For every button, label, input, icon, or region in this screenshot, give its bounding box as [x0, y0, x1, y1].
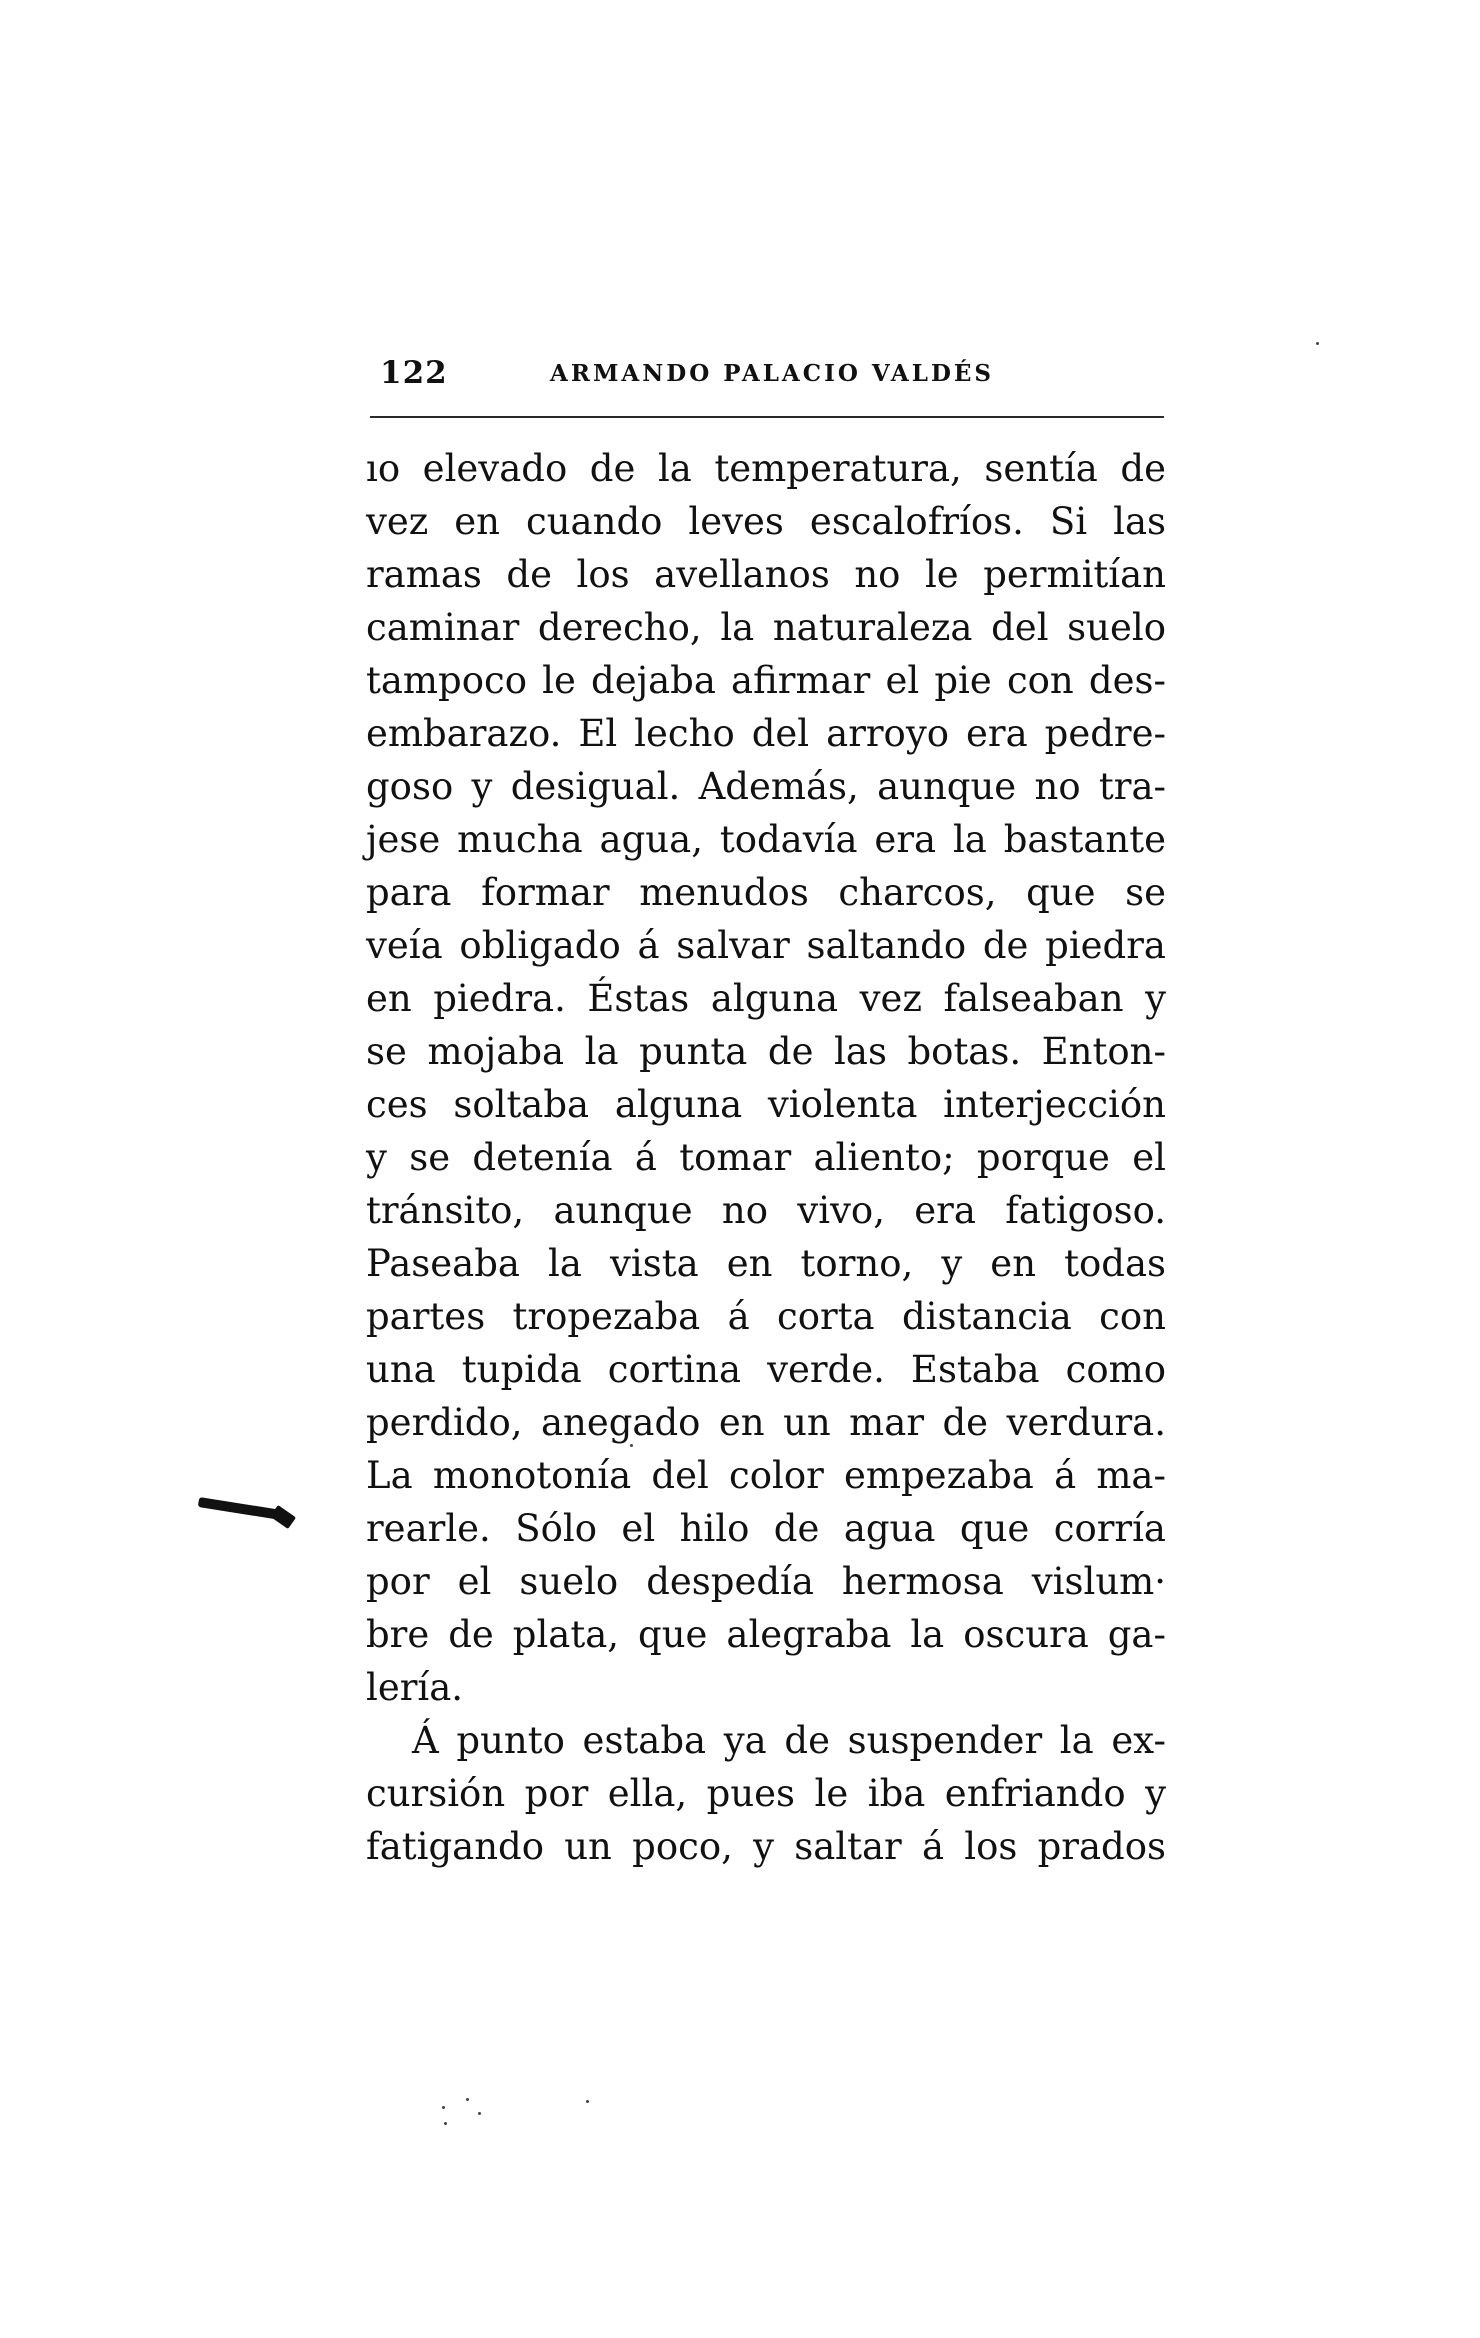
text-line: una tupida cortina verde. Estaba como — [366, 1348, 1166, 1391]
text-line: caminar derecho, la naturaleza del suelo — [366, 606, 1166, 649]
text-line: fatigando un poco, y saltar á los prados — [366, 1825, 1166, 1868]
scan-speck — [466, 2098, 469, 2101]
text-line: jese mucha agua, todavía era la bastante — [366, 818, 1166, 861]
text-line: ramas de los avellanos no le permitían — [366, 553, 1166, 596]
text-line: vez en cuando leves escalofríos. Si las — [366, 500, 1166, 543]
text-line: cursión por ella, pues le iba enfriando y — [366, 1772, 1166, 1815]
running-head-author: ARMANDO PALACIO VALDÉS — [550, 360, 995, 387]
body-text — [366, 442, 1166, 1873]
page-number: 122 — [380, 355, 448, 391]
running-head — [380, 355, 1160, 401]
scan-speck — [478, 2112, 481, 2115]
scan-speck — [630, 1444, 633, 1447]
scan-speck — [586, 2100, 589, 2103]
text-line: ıo elevado de la temperatura, sentía de — [366, 447, 1166, 490]
text-line: Paseaba la vista en torno, y en todas — [366, 1242, 1166, 1285]
scan-speck — [442, 2106, 445, 2109]
text-line: perdido, anegado en un mar de verdura. — [366, 1401, 1166, 1444]
text-line: goso y desigual. Además, aunque no tra- — [366, 765, 1166, 808]
text-line: tránsito, aunque no vivo, era fatigoso. — [366, 1189, 1166, 1232]
text-line: embarazo. El lecho del arroyo era pedre- — [366, 712, 1166, 755]
text-line: rearle. Sólo el hilo de agua que corría — [366, 1507, 1166, 1550]
text-line: se mojaba la punta de las botas. Enton- — [366, 1030, 1166, 1073]
header-rule — [370, 416, 1164, 418]
text-line: para formar menudos charcos, que se — [366, 871, 1166, 914]
text-line: por el suelo despedía hermosa vislum· — [366, 1560, 1166, 1603]
text-line: lería. — [366, 1666, 464, 1709]
scan-speck — [1316, 342, 1319, 345]
text-line: ces soltaba alguna violenta interjección — [366, 1083, 1166, 1126]
scan-speck — [444, 2122, 447, 2125]
text-line: en piedra. Éstas alguna vez falseaban y — [366, 977, 1166, 1020]
text-line: y se detenía á tomar aliento; porque el — [366, 1136, 1166, 1179]
text-line: partes tropezaba á corta distancia con — [366, 1295, 1166, 1338]
text-line: veía obligado á salvar saltando de piedra — [366, 924, 1166, 967]
text-line: bre de plata, que alegraba la oscura ga- — [366, 1613, 1166, 1656]
ink-smudge — [270, 1505, 296, 1529]
text-line: La monotonía del color empezaba á ma- — [366, 1454, 1166, 1497]
text-line: Á punto estaba ya de suspender la ex- — [412, 1719, 1166, 1762]
text-line: tampoco le dejaba afirmar el pie con des- — [366, 659, 1166, 702]
